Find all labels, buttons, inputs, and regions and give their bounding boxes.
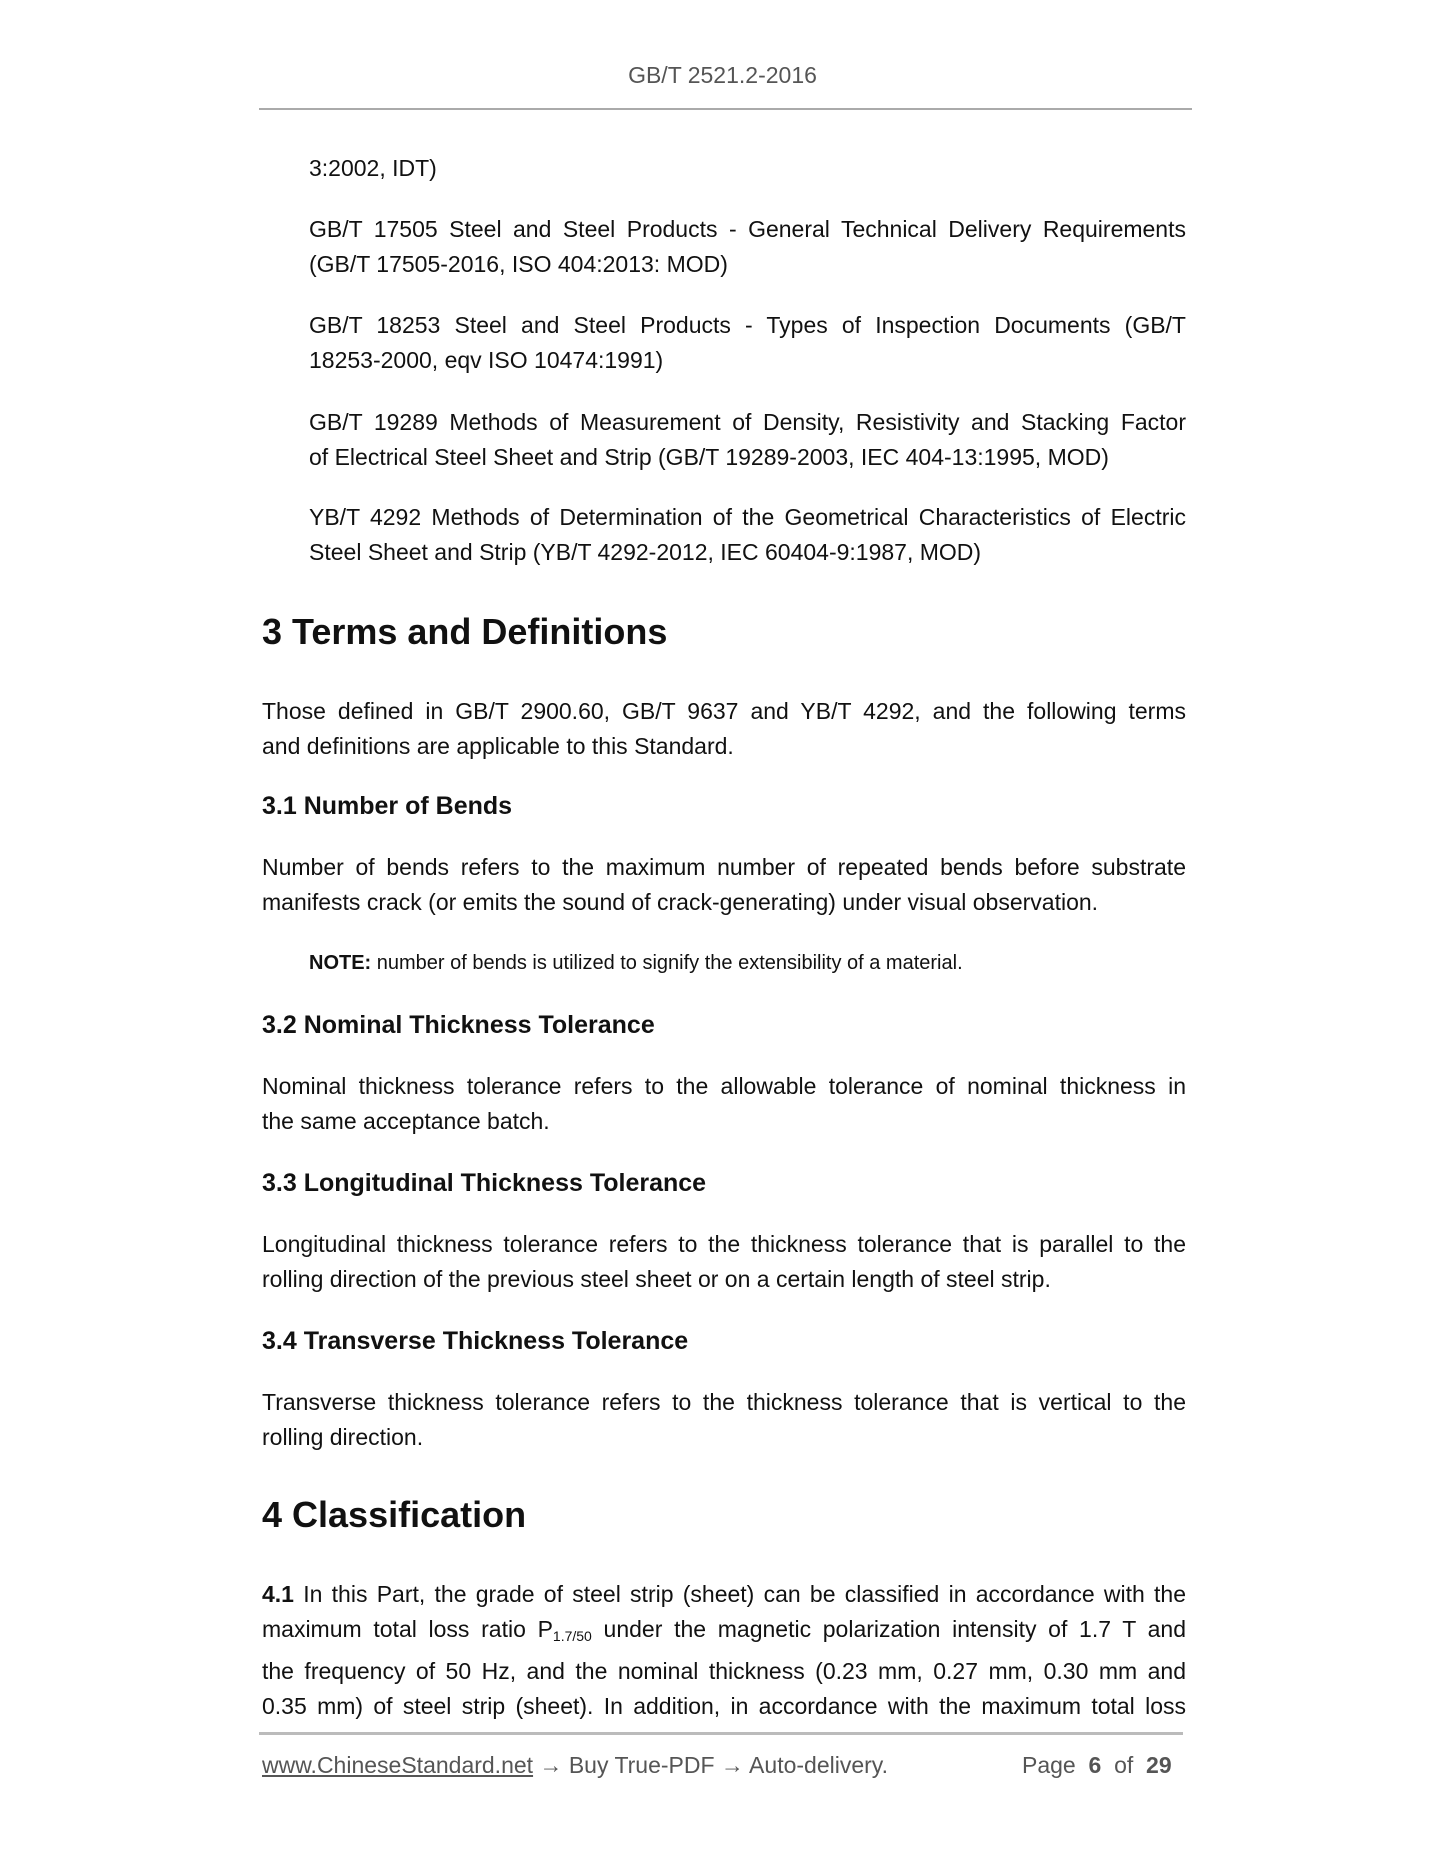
text-line [262, 1577, 1186, 1612]
footer-divider [259, 1732, 1183, 1735]
text-line: Steel Sheet and Strip (YB/T 4292-2012, IEC 60404-9:1987, MOD) [309, 539, 982, 565]
text-line: Longitudinal thickness tolerance refers to the thickness tolerance that is parallel to the [262, 1231, 1186, 1257]
section-3-4-text [262, 1385, 1186, 1455]
note [309, 949, 963, 977]
section-3-2-heading: 3.2 Nominal Thickness Tolerance [262, 1011, 655, 1039]
text-line: and definitions are applicable to this Standard. [262, 733, 734, 759]
section-3-4-heading: 3.4 Transverse Thickness Tolerance [262, 1327, 689, 1355]
text: under the magnetic polarization intensity of 1.7 T and [591, 1616, 1186, 1642]
page-indicator [1022, 1750, 1172, 1780]
text-line: (GB/T 17505-2016, ISO 404:2013: MOD) [309, 251, 728, 277]
text-line: of Electrical Steel Sheet and Strip (GB/T 19289-2003, IEC 404-13:1995, MOD) [309, 444, 1109, 470]
reference-gbt17505 [309, 212, 1186, 282]
footer-promo [262, 1750, 888, 1780]
section-3-intro [262, 694, 1186, 764]
text-line: rolling direction. [262, 1424, 424, 1450]
section-3-1-heading: 3.1 Number of Bends [262, 792, 513, 820]
text-line: manifests crack (or emits the sound of crack-generating) under visual observation. [262, 889, 1099, 915]
total-pages: 29 [1146, 1752, 1172, 1778]
text-line: rolling direction of the previous steel sheet or on a certain length of steel strip. [262, 1266, 1051, 1292]
text-line: 18253-2000, eqv ISO 10474:1991) [309, 347, 664, 373]
text-line: the same acceptance batch. [262, 1108, 550, 1134]
section-3-heading: 3 Terms and Definitions [262, 611, 668, 652]
footer-text: → Buy True-PDF → Auto-delivery. [533, 1752, 888, 1778]
reference-gbt19289 [309, 405, 1186, 475]
text-line: Number of bends refers to the maximum number of repeated bends before substrate [262, 854, 1186, 880]
page-number: 6 [1088, 1752, 1102, 1778]
of-label: of [1114, 1752, 1134, 1778]
note-text: number of bends is utilized to signify the extensibility of a material. [371, 952, 963, 974]
header-divider [259, 108, 1192, 110]
website-link[interactable]: www.ChineseStandard.net [262, 1752, 534, 1778]
text-line: 0.35 mm) of steel strip (sheet). In addition, in accordance with the maximum total loss [262, 1693, 1186, 1719]
text: In this Part, the grade of steel strip (sheet) can be classified in accordance with the [293, 1581, 1186, 1607]
note-label: NOTE: [309, 952, 372, 974]
clause-number: 4.1 [262, 1581, 294, 1607]
text-line: the frequency of 50 Hz, and the nominal thickness (0.23 mm, 0.27 mm, 0.30 mm and [262, 1658, 1186, 1684]
text-line: Transverse thickness tolerance refers to the thickness tolerance that is vertical to the [262, 1389, 1186, 1415]
page-label: Page [1022, 1752, 1076, 1778]
text-line: GB/T 19289 Methods of Measurement of Density, Resistivity and Stacking Factor [309, 409, 1186, 435]
reference-gbt18253 [309, 308, 1186, 378]
text-line [262, 1612, 1186, 1654]
text-line: Those defined in GB/T 2900.60, GB/T 9637 and YB/T 4292, and the following terms [262, 698, 1186, 724]
section-3-2-text [262, 1069, 1186, 1139]
text-line: GB/T 18253 Steel and Steel Products - Types of Inspection Documents (GB/T [309, 312, 1186, 338]
reference-continuation [309, 151, 1186, 186]
text-line: Nominal thickness tolerance refers to the allowable tolerance of nominal thickness in [262, 1073, 1186, 1099]
text: maximum total loss ratio P [262, 1616, 553, 1642]
text-line: 3:2002, IDT) [309, 155, 437, 181]
clause-4-1 [262, 1577, 1186, 1724]
text-line: YB/T 4292 Methods of Determination of the Geometrical Characteristics of Electric [309, 504, 1186, 530]
section-3-3-text [262, 1227, 1186, 1297]
section-4-heading: 4 Classification [262, 1494, 527, 1535]
subscript: 1.7/50 [552, 1628, 592, 1644]
reference-ybt4292 [309, 500, 1186, 570]
text-line: GB/T 17505 Steel and Steel Products - General Technical Delivery Requirements [309, 216, 1186, 242]
section-3-3-heading: 3.3 Longitudinal Thickness Tolerance [262, 1169, 707, 1197]
running-header: GB/T 2521.2-2016 [628, 62, 817, 88]
section-3-1-text [262, 850, 1186, 920]
